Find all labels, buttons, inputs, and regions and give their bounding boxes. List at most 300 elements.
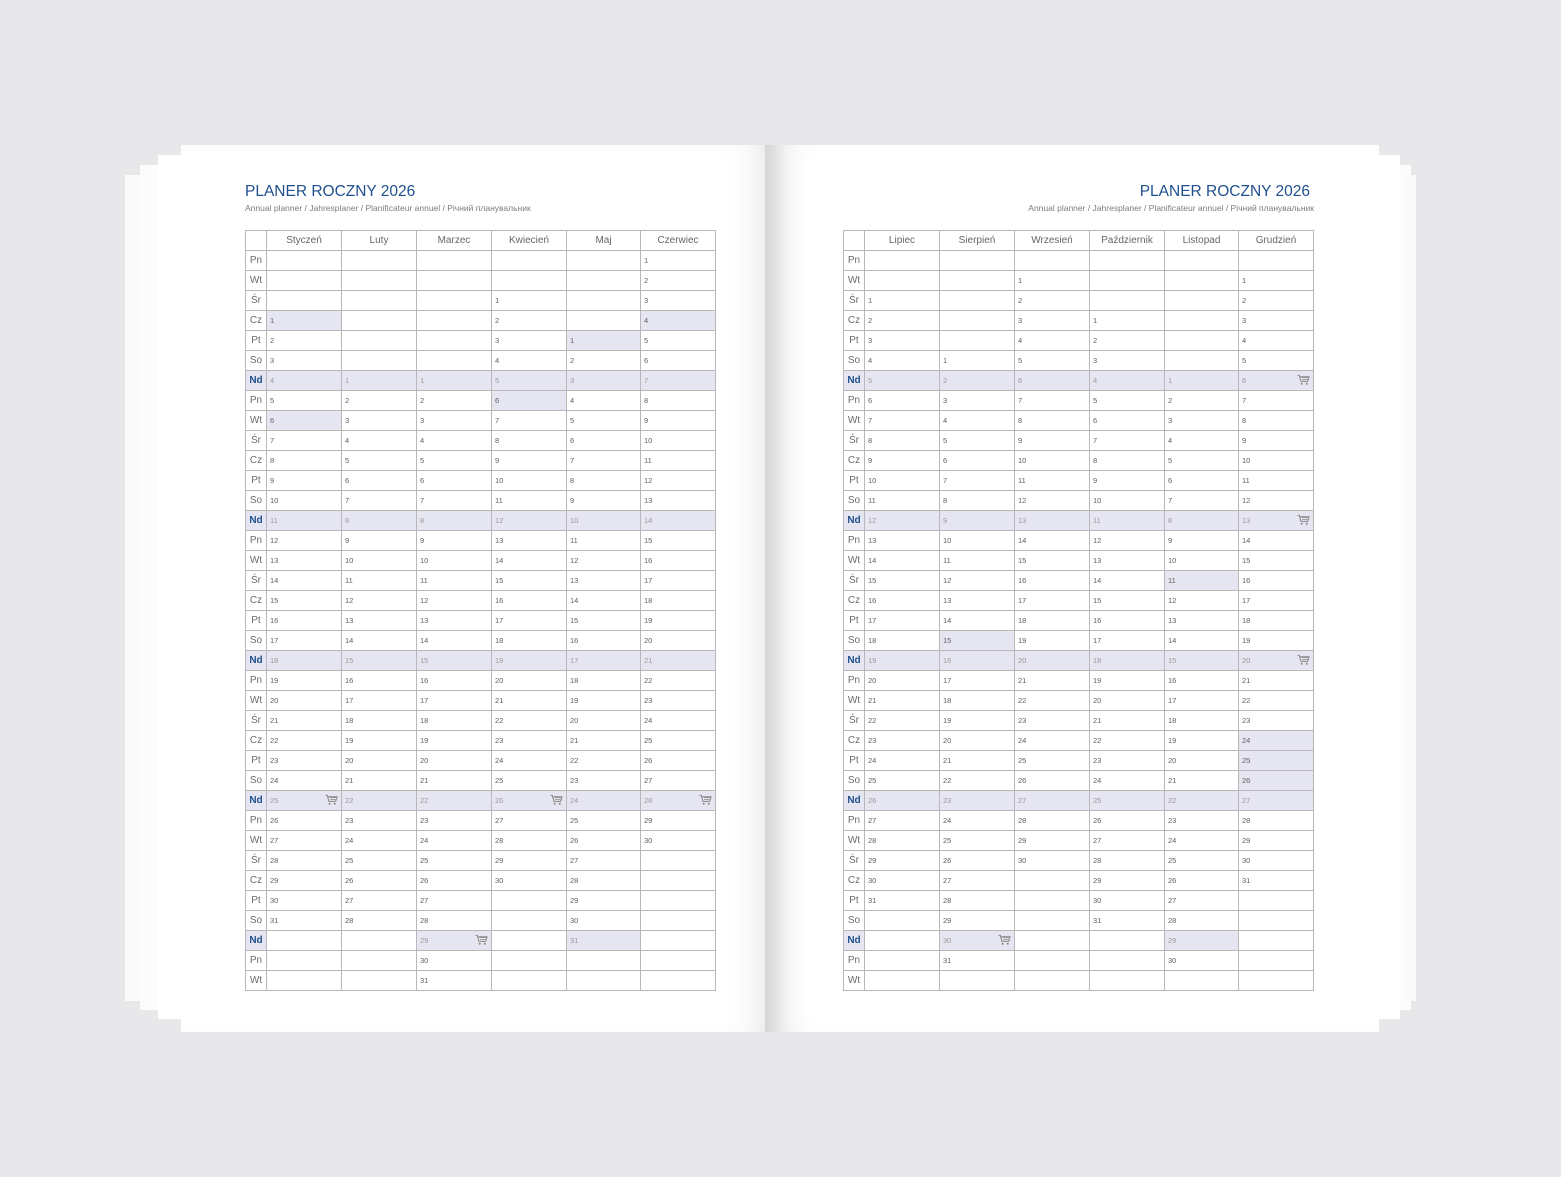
day-cell[interactable] bbox=[865, 631, 940, 651]
day-cell[interactable] bbox=[940, 831, 1015, 851]
day-cell[interactable] bbox=[1165, 631, 1239, 651]
day-cell[interactable] bbox=[267, 451, 342, 471]
day-cell[interactable] bbox=[865, 751, 940, 771]
day-cell[interactable] bbox=[1015, 631, 1090, 651]
day-cell[interactable] bbox=[492, 831, 567, 851]
day-cell[interactable] bbox=[1165, 351, 1239, 371]
day-cell[interactable] bbox=[417, 331, 492, 351]
day-cell[interactable] bbox=[940, 571, 1015, 591]
day-cell[interactable] bbox=[865, 371, 940, 391]
day-cell[interactable] bbox=[1015, 851, 1090, 871]
day-cell[interactable] bbox=[492, 931, 567, 951]
day-cell[interactable] bbox=[865, 391, 940, 411]
day-cell[interactable] bbox=[567, 951, 641, 971]
day-cell[interactable] bbox=[641, 531, 716, 551]
day-cell[interactable] bbox=[492, 851, 567, 871]
day-cell[interactable] bbox=[267, 611, 342, 631]
day-cell[interactable] bbox=[1165, 811, 1239, 831]
day-cell[interactable] bbox=[567, 591, 641, 611]
day-cell[interactable] bbox=[417, 311, 492, 331]
day-cell[interactable] bbox=[417, 531, 492, 551]
day-cell[interactable] bbox=[417, 871, 492, 891]
day-cell[interactable] bbox=[865, 471, 940, 491]
day-cell[interactable] bbox=[641, 771, 716, 791]
day-cell[interactable] bbox=[492, 911, 567, 931]
day-cell[interactable] bbox=[492, 691, 567, 711]
day-cell[interactable] bbox=[1239, 791, 1314, 811]
day-cell[interactable] bbox=[1165, 291, 1239, 311]
day-cell[interactable] bbox=[865, 451, 940, 471]
day-cell[interactable] bbox=[342, 271, 417, 291]
day-cell[interactable] bbox=[1090, 791, 1165, 811]
day-cell[interactable] bbox=[492, 291, 567, 311]
day-cell[interactable] bbox=[865, 831, 940, 851]
day-cell[interactable] bbox=[492, 591, 567, 611]
day-cell[interactable] bbox=[940, 691, 1015, 711]
day-cell[interactable] bbox=[417, 411, 492, 431]
day-cell[interactable] bbox=[267, 311, 342, 331]
day-cell[interactable] bbox=[417, 971, 492, 991]
day-cell[interactable] bbox=[865, 571, 940, 591]
day-cell[interactable] bbox=[1165, 331, 1239, 351]
day-cell[interactable] bbox=[641, 391, 716, 411]
day-cell[interactable] bbox=[940, 671, 1015, 691]
day-cell[interactable] bbox=[1239, 331, 1314, 351]
day-cell[interactable] bbox=[342, 371, 417, 391]
day-cell[interactable] bbox=[865, 951, 940, 971]
day-cell[interactable] bbox=[342, 971, 417, 991]
day-cell[interactable] bbox=[1165, 511, 1239, 531]
day-cell[interactable] bbox=[567, 811, 641, 831]
day-cell[interactable] bbox=[1090, 251, 1165, 271]
day-cell[interactable] bbox=[1165, 451, 1239, 471]
day-cell[interactable] bbox=[940, 471, 1015, 491]
day-cell[interactable] bbox=[1015, 691, 1090, 711]
day-cell[interactable] bbox=[567, 631, 641, 651]
day-cell[interactable] bbox=[940, 391, 1015, 411]
day-cell[interactable] bbox=[1239, 971, 1314, 991]
day-cell[interactable] bbox=[865, 891, 940, 911]
day-cell[interactable] bbox=[641, 311, 716, 331]
day-cell[interactable] bbox=[1015, 931, 1090, 951]
day-cell[interactable] bbox=[342, 891, 417, 911]
day-cell[interactable] bbox=[492, 711, 567, 731]
day-cell[interactable] bbox=[1015, 651, 1090, 671]
day-cell[interactable] bbox=[940, 451, 1015, 471]
day-cell[interactable] bbox=[492, 951, 567, 971]
day-cell[interactable] bbox=[342, 411, 417, 431]
day-cell[interactable] bbox=[342, 651, 417, 671]
day-cell[interactable] bbox=[1239, 651, 1314, 671]
day-cell[interactable] bbox=[492, 671, 567, 691]
day-cell[interactable] bbox=[567, 511, 641, 531]
day-cell[interactable] bbox=[1165, 471, 1239, 491]
day-cell[interactable] bbox=[567, 251, 641, 271]
day-cell[interactable] bbox=[1239, 471, 1314, 491]
day-cell[interactable] bbox=[1015, 331, 1090, 351]
day-cell[interactable] bbox=[342, 731, 417, 751]
day-cell[interactable] bbox=[492, 491, 567, 511]
day-cell[interactable] bbox=[940, 911, 1015, 931]
day-cell[interactable] bbox=[267, 631, 342, 651]
day-cell[interactable] bbox=[267, 811, 342, 831]
day-cell[interactable] bbox=[417, 771, 492, 791]
day-cell[interactable] bbox=[1015, 831, 1090, 851]
day-cell[interactable] bbox=[940, 331, 1015, 351]
day-cell[interactable] bbox=[1239, 951, 1314, 971]
day-cell[interactable] bbox=[641, 411, 716, 431]
day-cell[interactable] bbox=[1090, 851, 1165, 871]
day-cell[interactable] bbox=[1090, 311, 1165, 331]
day-cell[interactable] bbox=[940, 271, 1015, 291]
day-cell[interactable] bbox=[865, 511, 940, 531]
day-cell[interactable] bbox=[492, 751, 567, 771]
day-cell[interactable] bbox=[1165, 551, 1239, 571]
day-cell[interactable] bbox=[492, 351, 567, 371]
day-cell[interactable] bbox=[1239, 571, 1314, 591]
day-cell[interactable] bbox=[1015, 731, 1090, 751]
day-cell[interactable] bbox=[1239, 491, 1314, 511]
day-cell[interactable] bbox=[641, 671, 716, 691]
day-cell[interactable] bbox=[567, 531, 641, 551]
day-cell[interactable] bbox=[1090, 591, 1165, 611]
day-cell[interactable] bbox=[342, 391, 417, 411]
day-cell[interactable] bbox=[940, 791, 1015, 811]
day-cell[interactable] bbox=[641, 451, 716, 471]
day-cell[interactable] bbox=[1090, 431, 1165, 451]
day-cell[interactable] bbox=[641, 471, 716, 491]
day-cell[interactable] bbox=[865, 271, 940, 291]
day-cell[interactable] bbox=[940, 871, 1015, 891]
day-cell[interactable] bbox=[492, 311, 567, 331]
day-cell[interactable] bbox=[940, 611, 1015, 631]
day-cell[interactable] bbox=[267, 971, 342, 991]
day-cell[interactable] bbox=[1239, 731, 1314, 751]
day-cell[interactable] bbox=[267, 691, 342, 711]
day-cell[interactable] bbox=[492, 451, 567, 471]
day-cell[interactable] bbox=[267, 671, 342, 691]
day-cell[interactable] bbox=[865, 711, 940, 731]
day-cell[interactable] bbox=[641, 851, 716, 871]
day-cell[interactable] bbox=[865, 491, 940, 511]
day-cell[interactable] bbox=[1165, 611, 1239, 631]
day-cell[interactable] bbox=[342, 431, 417, 451]
day-cell[interactable] bbox=[567, 391, 641, 411]
day-cell[interactable] bbox=[865, 871, 940, 891]
day-cell[interactable] bbox=[1090, 771, 1165, 791]
day-cell[interactable] bbox=[1165, 951, 1239, 971]
day-cell[interactable] bbox=[1165, 731, 1239, 751]
day-cell[interactable] bbox=[342, 711, 417, 731]
day-cell[interactable] bbox=[1015, 311, 1090, 331]
day-cell[interactable] bbox=[865, 551, 940, 571]
day-cell[interactable] bbox=[641, 491, 716, 511]
day-cell[interactable] bbox=[492, 331, 567, 351]
day-cell[interactable] bbox=[267, 571, 342, 591]
day-cell[interactable] bbox=[267, 711, 342, 731]
day-cell[interactable] bbox=[940, 891, 1015, 911]
day-cell[interactable] bbox=[492, 731, 567, 751]
day-cell[interactable] bbox=[567, 571, 641, 591]
day-cell[interactable] bbox=[1239, 611, 1314, 631]
day-cell[interactable] bbox=[1239, 891, 1314, 911]
day-cell[interactable] bbox=[1165, 831, 1239, 851]
day-cell[interactable] bbox=[1239, 811, 1314, 831]
day-cell[interactable] bbox=[567, 731, 641, 751]
day-cell[interactable] bbox=[940, 951, 1015, 971]
day-cell[interactable] bbox=[1015, 391, 1090, 411]
day-cell[interactable] bbox=[1090, 731, 1165, 751]
day-cell[interactable] bbox=[492, 791, 567, 811]
day-cell[interactable] bbox=[865, 411, 940, 431]
day-cell[interactable] bbox=[492, 571, 567, 591]
day-cell[interactable] bbox=[940, 491, 1015, 511]
day-cell[interactable] bbox=[417, 671, 492, 691]
day-cell[interactable] bbox=[267, 951, 342, 971]
day-cell[interactable] bbox=[1090, 831, 1165, 851]
day-cell[interactable] bbox=[1090, 291, 1165, 311]
day-cell[interactable] bbox=[1165, 851, 1239, 871]
day-cell[interactable] bbox=[267, 651, 342, 671]
day-cell[interactable] bbox=[267, 911, 342, 931]
day-cell[interactable] bbox=[417, 611, 492, 631]
day-cell[interactable] bbox=[342, 331, 417, 351]
day-cell[interactable] bbox=[1239, 691, 1314, 711]
day-cell[interactable] bbox=[567, 931, 641, 951]
day-cell[interactable] bbox=[492, 271, 567, 291]
day-cell[interactable] bbox=[1015, 451, 1090, 471]
day-cell[interactable] bbox=[567, 771, 641, 791]
day-cell[interactable] bbox=[1090, 691, 1165, 711]
day-cell[interactable] bbox=[342, 951, 417, 971]
day-cell[interactable] bbox=[1015, 671, 1090, 691]
day-cell[interactable] bbox=[417, 271, 492, 291]
day-cell[interactable] bbox=[1015, 911, 1090, 931]
day-cell[interactable] bbox=[417, 431, 492, 451]
day-cell[interactable] bbox=[567, 611, 641, 631]
day-cell[interactable] bbox=[1239, 371, 1314, 391]
day-cell[interactable] bbox=[1090, 811, 1165, 831]
day-cell[interactable] bbox=[342, 791, 417, 811]
day-cell[interactable] bbox=[1090, 631, 1165, 651]
day-cell[interactable] bbox=[1090, 371, 1165, 391]
day-cell[interactable] bbox=[417, 631, 492, 651]
day-cell[interactable] bbox=[641, 371, 716, 391]
day-cell[interactable] bbox=[1015, 891, 1090, 911]
day-cell[interactable] bbox=[940, 251, 1015, 271]
day-cell[interactable] bbox=[1239, 851, 1314, 871]
day-cell[interactable] bbox=[865, 431, 940, 451]
day-cell[interactable] bbox=[417, 371, 492, 391]
day-cell[interactable] bbox=[492, 531, 567, 551]
day-cell[interactable] bbox=[641, 951, 716, 971]
day-cell[interactable] bbox=[567, 311, 641, 331]
day-cell[interactable] bbox=[492, 431, 567, 451]
day-cell[interactable] bbox=[940, 731, 1015, 751]
day-cell[interactable] bbox=[641, 251, 716, 271]
day-cell[interactable] bbox=[267, 551, 342, 571]
day-cell[interactable] bbox=[1165, 671, 1239, 691]
day-cell[interactable] bbox=[1015, 811, 1090, 831]
day-cell[interactable] bbox=[567, 551, 641, 571]
day-cell[interactable] bbox=[267, 531, 342, 551]
day-cell[interactable] bbox=[865, 731, 940, 751]
day-cell[interactable] bbox=[1090, 931, 1165, 951]
day-cell[interactable] bbox=[492, 771, 567, 791]
day-cell[interactable] bbox=[267, 391, 342, 411]
day-cell[interactable] bbox=[1015, 471, 1090, 491]
day-cell[interactable] bbox=[1165, 591, 1239, 611]
day-cell[interactable] bbox=[641, 591, 716, 611]
day-cell[interactable] bbox=[641, 511, 716, 531]
day-cell[interactable] bbox=[342, 491, 417, 511]
day-cell[interactable] bbox=[1090, 911, 1165, 931]
day-cell[interactable] bbox=[342, 631, 417, 651]
day-cell[interactable] bbox=[417, 811, 492, 831]
day-cell[interactable] bbox=[567, 491, 641, 511]
day-cell[interactable] bbox=[940, 511, 1015, 531]
day-cell[interactable] bbox=[342, 551, 417, 571]
day-cell[interactable] bbox=[417, 851, 492, 871]
day-cell[interactable] bbox=[1015, 791, 1090, 811]
day-cell[interactable] bbox=[865, 651, 940, 671]
day-cell[interactable] bbox=[940, 931, 1015, 951]
day-cell[interactable] bbox=[1090, 491, 1165, 511]
day-cell[interactable] bbox=[940, 411, 1015, 431]
day-cell[interactable] bbox=[940, 771, 1015, 791]
day-cell[interactable] bbox=[1239, 931, 1314, 951]
day-cell[interactable] bbox=[417, 451, 492, 471]
day-cell[interactable] bbox=[641, 811, 716, 831]
day-cell[interactable] bbox=[492, 611, 567, 631]
day-cell[interactable] bbox=[940, 651, 1015, 671]
day-cell[interactable] bbox=[940, 751, 1015, 771]
day-cell[interactable] bbox=[865, 291, 940, 311]
day-cell[interactable] bbox=[567, 651, 641, 671]
day-cell[interactable] bbox=[342, 851, 417, 871]
day-cell[interactable] bbox=[1165, 431, 1239, 451]
day-cell[interactable] bbox=[865, 611, 940, 631]
day-cell[interactable] bbox=[1239, 871, 1314, 891]
day-cell[interactable] bbox=[267, 471, 342, 491]
day-cell[interactable] bbox=[567, 271, 641, 291]
day-cell[interactable] bbox=[492, 411, 567, 431]
day-cell[interactable] bbox=[1015, 871, 1090, 891]
day-cell[interactable] bbox=[641, 971, 716, 991]
day-cell[interactable] bbox=[1239, 711, 1314, 731]
day-cell[interactable] bbox=[417, 351, 492, 371]
day-cell[interactable] bbox=[1165, 491, 1239, 511]
day-cell[interactable] bbox=[1090, 951, 1165, 971]
day-cell[interactable] bbox=[641, 571, 716, 591]
day-cell[interactable] bbox=[1090, 551, 1165, 571]
day-cell[interactable] bbox=[567, 471, 641, 491]
day-cell[interactable] bbox=[865, 331, 940, 351]
day-cell[interactable] bbox=[1165, 391, 1239, 411]
day-cell[interactable] bbox=[267, 351, 342, 371]
day-cell[interactable] bbox=[492, 551, 567, 571]
day-cell[interactable] bbox=[267, 411, 342, 431]
day-cell[interactable] bbox=[1090, 331, 1165, 351]
day-cell[interactable] bbox=[417, 551, 492, 571]
day-cell[interactable] bbox=[865, 311, 940, 331]
day-cell[interactable] bbox=[1239, 271, 1314, 291]
day-cell[interactable] bbox=[1239, 911, 1314, 931]
day-cell[interactable] bbox=[567, 691, 641, 711]
day-cell[interactable] bbox=[1239, 831, 1314, 851]
day-cell[interactable] bbox=[940, 291, 1015, 311]
day-cell[interactable] bbox=[1090, 531, 1165, 551]
day-cell[interactable] bbox=[417, 571, 492, 591]
day-cell[interactable] bbox=[267, 751, 342, 771]
day-cell[interactable] bbox=[1239, 511, 1314, 531]
day-cell[interactable] bbox=[342, 751, 417, 771]
day-cell[interactable] bbox=[342, 251, 417, 271]
day-cell[interactable] bbox=[267, 931, 342, 951]
day-cell[interactable] bbox=[1015, 491, 1090, 511]
day-cell[interactable] bbox=[492, 631, 567, 651]
day-cell[interactable] bbox=[940, 531, 1015, 551]
day-cell[interactable] bbox=[567, 351, 641, 371]
day-cell[interactable] bbox=[342, 811, 417, 831]
day-cell[interactable] bbox=[1165, 371, 1239, 391]
day-cell[interactable] bbox=[1090, 971, 1165, 991]
day-cell[interactable] bbox=[1239, 411, 1314, 431]
day-cell[interactable] bbox=[641, 911, 716, 931]
day-cell[interactable] bbox=[641, 631, 716, 651]
day-cell[interactable] bbox=[1090, 611, 1165, 631]
day-cell[interactable] bbox=[267, 251, 342, 271]
day-cell[interactable] bbox=[1090, 471, 1165, 491]
day-cell[interactable] bbox=[1015, 251, 1090, 271]
day-cell[interactable] bbox=[1090, 751, 1165, 771]
day-cell[interactable] bbox=[417, 931, 492, 951]
day-cell[interactable] bbox=[1239, 251, 1314, 271]
day-cell[interactable] bbox=[267, 291, 342, 311]
day-cell[interactable] bbox=[417, 951, 492, 971]
day-cell[interactable] bbox=[641, 931, 716, 951]
day-cell[interactable] bbox=[1165, 911, 1239, 931]
day-cell[interactable] bbox=[342, 771, 417, 791]
day-cell[interactable] bbox=[641, 331, 716, 351]
day-cell[interactable] bbox=[865, 351, 940, 371]
day-cell[interactable] bbox=[865, 671, 940, 691]
day-cell[interactable] bbox=[940, 971, 1015, 991]
day-cell[interactable] bbox=[1015, 431, 1090, 451]
day-cell[interactable] bbox=[1015, 371, 1090, 391]
day-cell[interactable] bbox=[417, 831, 492, 851]
day-cell[interactable] bbox=[567, 451, 641, 471]
day-cell[interactable] bbox=[1090, 511, 1165, 531]
day-cell[interactable] bbox=[267, 511, 342, 531]
day-cell[interactable] bbox=[1239, 671, 1314, 691]
day-cell[interactable] bbox=[865, 911, 940, 931]
day-cell[interactable] bbox=[342, 611, 417, 631]
day-cell[interactable] bbox=[417, 891, 492, 911]
day-cell[interactable] bbox=[1165, 971, 1239, 991]
day-cell[interactable] bbox=[1239, 351, 1314, 371]
day-cell[interactable] bbox=[1239, 631, 1314, 651]
day-cell[interactable] bbox=[1090, 271, 1165, 291]
day-cell[interactable] bbox=[1239, 311, 1314, 331]
day-cell[interactable] bbox=[1239, 391, 1314, 411]
day-cell[interactable] bbox=[641, 551, 716, 571]
day-cell[interactable] bbox=[267, 831, 342, 851]
day-cell[interactable] bbox=[1015, 951, 1090, 971]
day-cell[interactable] bbox=[267, 371, 342, 391]
day-cell[interactable] bbox=[865, 251, 940, 271]
day-cell[interactable] bbox=[1015, 771, 1090, 791]
